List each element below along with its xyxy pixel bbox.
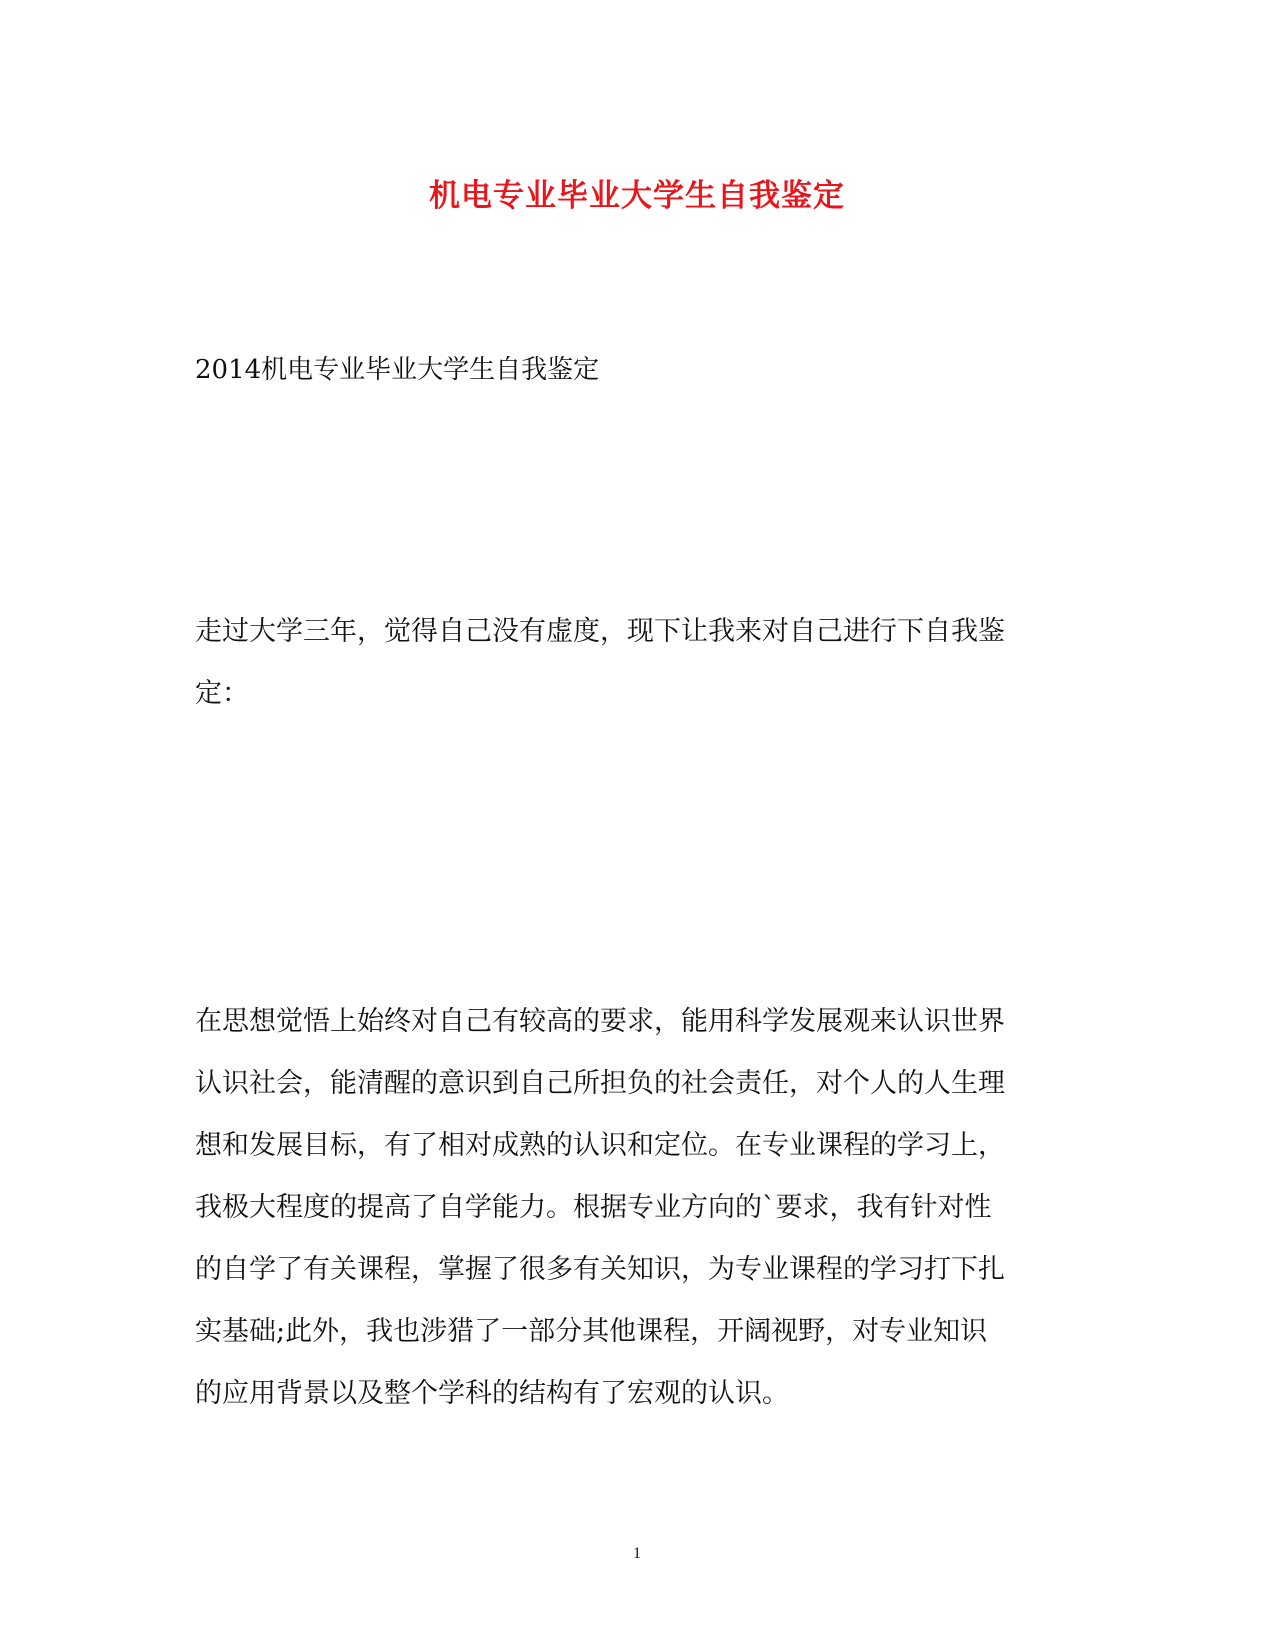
document-subtitle: 2014机电专业毕业大学生自我鉴定	[195, 355, 600, 385]
paragraph-line: 想和发展目标，有了相对成熟的认识和定位。在专业课程的学习上，	[195, 1130, 1005, 1161]
paragraph-line: 我极大程度的提高了自学能力。根据专业方向的`要求，我有针对性	[195, 1192, 992, 1223]
paragraph-line: 的自学了有关课程，掌握了很多有关知识，为专业课程的学习打下扎	[195, 1254, 1005, 1285]
document-title: 机电专业毕业大学生自我鉴定	[429, 178, 845, 214]
paragraph-line: 认识社会，能清醒的意识到自己所担负的社会责任，对个人的人生理	[195, 1068, 1005, 1099]
paragraph-line: 定：	[195, 678, 249, 709]
paragraph-line: 的应用背景以及整个学科的结构有了宏观的认识。	[195, 1378, 789, 1409]
paragraph-body	[195, 991, 1075, 1425]
paragraph-line: 走过大学三年，觉得自己没有虚度，现下让我来对自己进行下自我鉴	[195, 616, 1005, 647]
paragraph-intro	[195, 601, 1075, 725]
page-number: 1	[633, 1545, 641, 1562]
paragraph-line: 在思想觉悟上始终对自己有较高的要求，能用科学发展观来认识世界	[195, 1006, 1005, 1037]
paragraph-line: 实基础;此外，我也涉猎了一部分其他课程，开阔视野，对专业知识	[195, 1316, 988, 1347]
